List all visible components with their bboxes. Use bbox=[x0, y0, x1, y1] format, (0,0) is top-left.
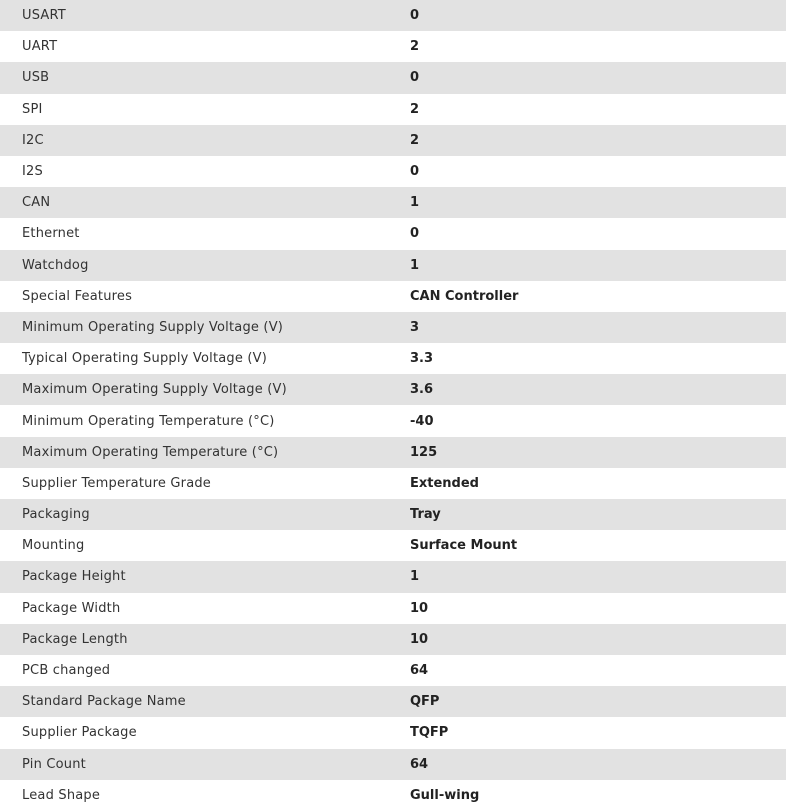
spec-value: 3.3 bbox=[410, 351, 434, 367]
spec-value: QFP bbox=[410, 694, 440, 710]
spec-value: 10 bbox=[410, 600, 429, 616]
spec-label: Minimum Operating Supply Voltage (V) bbox=[22, 319, 284, 335]
spec-label: Supplier Package bbox=[22, 725, 137, 741]
spec-value: 2 bbox=[410, 101, 420, 117]
spec-row-max-supply-voltage bbox=[0, 374, 786, 405]
spec-value: Gull-wing bbox=[410, 787, 480, 803]
spec-value: Extended bbox=[410, 475, 479, 491]
spec-value: 2 bbox=[410, 39, 420, 55]
spec-label: Packaging bbox=[22, 507, 90, 523]
spec-label: Lead Shape bbox=[22, 787, 101, 803]
spec-value: 10 bbox=[410, 631, 429, 647]
spec-value: Tray bbox=[410, 507, 441, 523]
spec-value: 1 bbox=[410, 569, 420, 585]
spec-value: 0 bbox=[410, 8, 420, 24]
spec-value: 0 bbox=[410, 164, 420, 180]
spec-label: Package Width bbox=[22, 600, 121, 616]
spec-label: Mounting bbox=[22, 538, 85, 554]
spec-label: Package Length bbox=[22, 631, 128, 647]
spec-row-usart bbox=[0, 0, 786, 31]
spec-label: I2C bbox=[22, 132, 44, 148]
spec-label: PCB changed bbox=[22, 663, 111, 679]
spec-label: SPI bbox=[22, 101, 43, 117]
spec-value: 0 bbox=[410, 226, 420, 242]
spec-label: Maximum Operating Temperature (°C) bbox=[22, 444, 279, 460]
spec-row-packaging bbox=[0, 499, 786, 530]
spec-label: Standard Package Name bbox=[22, 694, 186, 710]
spec-row-i2s bbox=[0, 156, 786, 187]
spec-row-typ-supply-voltage bbox=[0, 343, 786, 374]
spec-row-standard-package-name bbox=[0, 686, 786, 717]
spec-label: Typical Operating Supply Voltage (V) bbox=[22, 351, 268, 367]
spec-row-package-width bbox=[0, 593, 786, 624]
spec-row-ethernet bbox=[0, 218, 786, 249]
spec-row-spi bbox=[0, 94, 786, 125]
spec-value: 64 bbox=[410, 756, 429, 772]
spec-label: I2S bbox=[22, 164, 43, 180]
spec-label: USB bbox=[22, 70, 50, 86]
spec-value: 1 bbox=[410, 195, 420, 211]
spec-row-lead-shape bbox=[0, 780, 786, 809]
spec-row-usb bbox=[0, 62, 786, 93]
spec-label: Supplier Temperature Grade bbox=[22, 475, 212, 491]
spec-row-package-length bbox=[0, 624, 786, 655]
spec-row-min-temperature bbox=[0, 405, 786, 436]
spec-value: 1 bbox=[410, 257, 420, 273]
spec-row-pin-count bbox=[0, 749, 786, 780]
spec-row-mounting bbox=[0, 530, 786, 561]
spec-row-supplier-package bbox=[0, 717, 786, 748]
spec-value: 125 bbox=[410, 444, 438, 460]
spec-value: -40 bbox=[410, 413, 434, 429]
spec-row-special-features bbox=[0, 281, 786, 312]
spec-label: Maximum Operating Supply Voltage (V) bbox=[22, 382, 287, 398]
spec-row-package-height bbox=[0, 561, 786, 592]
spec-value: 0 bbox=[410, 70, 420, 86]
spec-row-can bbox=[0, 187, 786, 218]
spec-label: Pin Count bbox=[22, 756, 86, 772]
spec-value: CAN Controller bbox=[410, 288, 519, 304]
spec-label: Package Height bbox=[22, 569, 126, 585]
spec-label: Watchdog bbox=[22, 257, 89, 273]
spec-label: Minimum Operating Temperature (°C) bbox=[22, 413, 275, 429]
spec-row-temperature-grade bbox=[0, 468, 786, 499]
spec-row-pcb-changed bbox=[0, 655, 786, 686]
spec-label: Ethernet bbox=[22, 226, 80, 242]
spec-value: 3.6 bbox=[410, 382, 434, 398]
spec-row-uart bbox=[0, 31, 786, 62]
spec-row-max-temperature bbox=[0, 437, 786, 468]
spec-label: UART bbox=[22, 39, 58, 55]
spec-row-watchdog bbox=[0, 250, 786, 281]
spec-value: 3 bbox=[410, 319, 420, 335]
spec-label: Special Features bbox=[22, 288, 133, 304]
spec-value: TQFP bbox=[410, 725, 449, 741]
spec-row-i2c bbox=[0, 125, 786, 156]
spec-value: Surface Mount bbox=[410, 538, 518, 554]
spec-value: 2 bbox=[410, 132, 420, 148]
spec-value: 64 bbox=[410, 663, 429, 679]
spec-label: CAN bbox=[22, 195, 51, 211]
spec-label: USART bbox=[22, 8, 66, 24]
spec-row-min-supply-voltage bbox=[0, 312, 786, 343]
